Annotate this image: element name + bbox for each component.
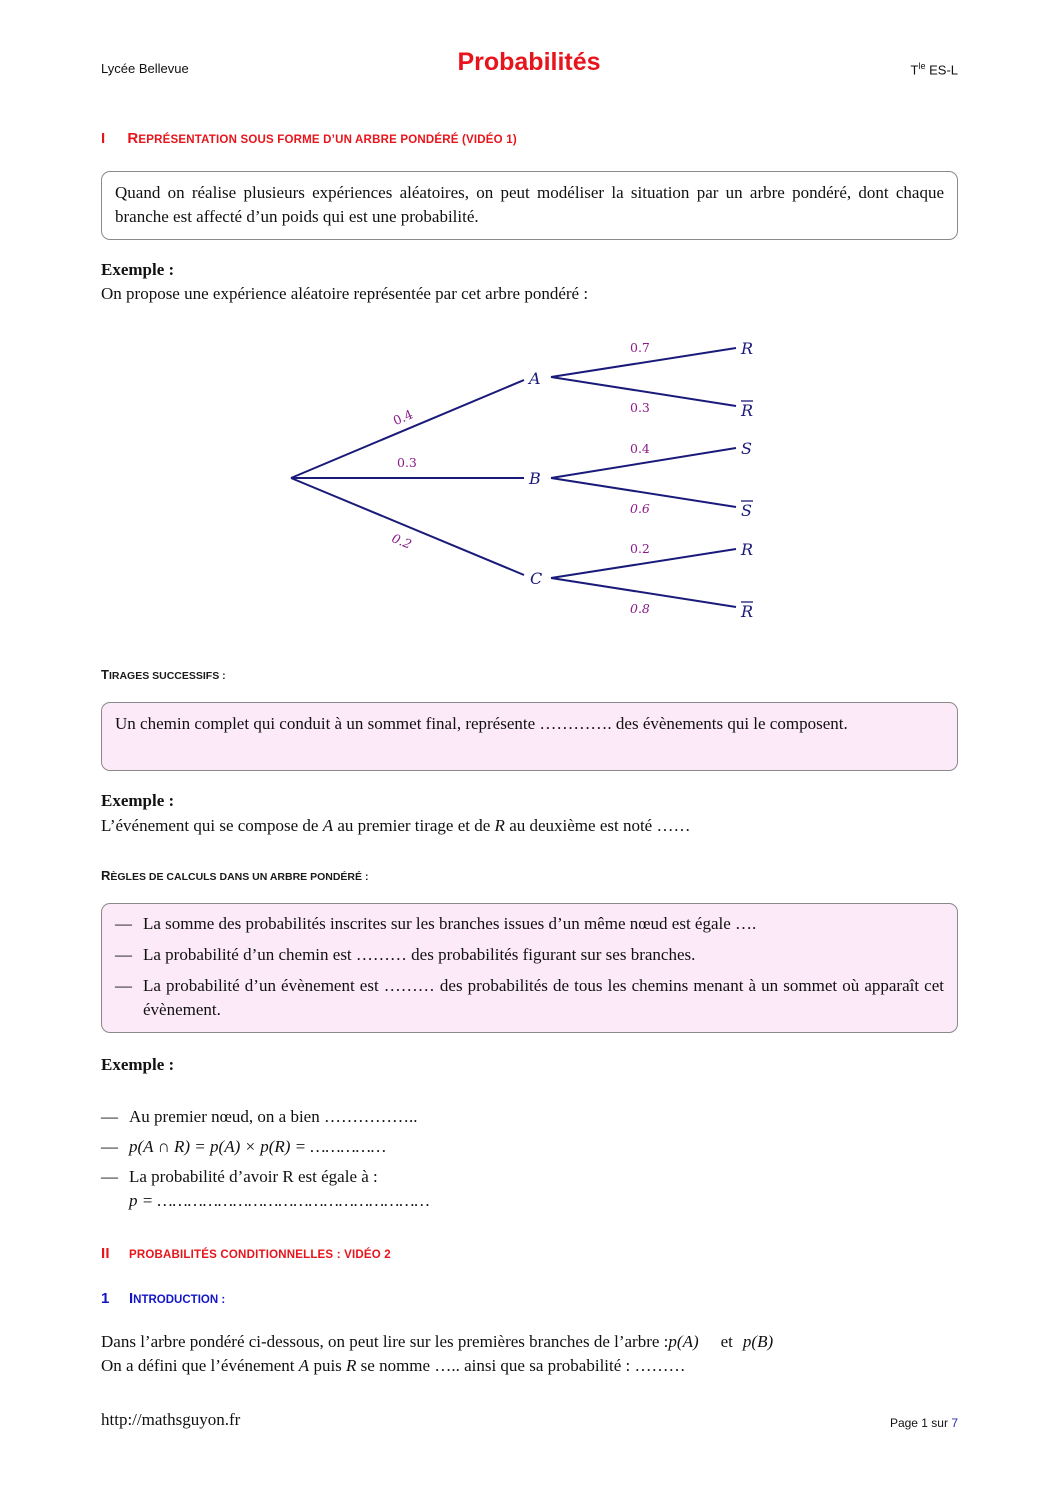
- regles-title: [101, 868, 368, 883]
- subsection-number: 1: [101, 1290, 110, 1307]
- prob-A-Rbar: 0.3: [630, 400, 650, 415]
- section-2-title: [101, 1245, 391, 1262]
- rule-text-3: La probabilité d’un évènement est ……… des probabilités de tous les chemins menant à un sommet où apparaît cet évènement.: [143, 976, 944, 1019]
- intro-pA: p(A): [668, 1332, 699, 1351]
- section-1-title-initial: R: [127, 130, 139, 147]
- subsection-introduction-title: [101, 1290, 225, 1307]
- rule-dash: —: [115, 976, 132, 995]
- footer-url[interactable]: http://mathsguyon.fr: [101, 1410, 241, 1429]
- page-title: Probabilités: [457, 48, 601, 76]
- section-1-number: I: [101, 130, 106, 147]
- complement-bars: [741, 401, 753, 602]
- ex2-mid: au premier tirage et de: [333, 816, 495, 835]
- list-dash: —: [101, 1167, 118, 1186]
- leaf-B-Sbar: S: [741, 501, 752, 520]
- example-text-1: On propose une expérience aléatoire représentée par cet arbre pondéré :: [101, 284, 589, 303]
- regles-box: [101, 903, 958, 1033]
- intro-line-2: [101, 1354, 686, 1378]
- node-A: A: [529, 369, 541, 388]
- example-3-text-2: p(A ∩ R) = p(A) × p(R) = ……………: [129, 1137, 386, 1156]
- leaf-B-S: S: [741, 439, 752, 458]
- intro-A: A: [298, 1356, 310, 1375]
- intro-R: R: [346, 1356, 357, 1375]
- prob-root-B: 0.3: [397, 455, 417, 470]
- definition-text: Quand on réalise plusieurs expériences aléatoires, on peut modéliser la situation par un arbre pondéré, dont chaque branche est affecté d’un poids qui est une probabilité.: [115, 183, 944, 226]
- example-3-item-3-line-2: [101, 1189, 701, 1213]
- page-prefix: Page 1 sur: [889, 1416, 952, 1430]
- leaf-C-R: R: [741, 540, 754, 559]
- node-B: B: [529, 469, 541, 488]
- prob-A-R: 0.7: [630, 340, 650, 355]
- rule-item-1: [115, 912, 944, 936]
- intro-line-2-post: se nomme ….. ainsi que sa probabilité : ………: [356, 1356, 686, 1375]
- tree-branches: [291, 348, 736, 607]
- class-sup: le: [918, 61, 926, 71]
- tirages-title: [101, 667, 226, 682]
- prob-C-R: 0.2: [630, 541, 650, 556]
- footer-page-number: [890, 1416, 958, 1430]
- tirages-box-text: Un chemin complet qui conduit à un sommet final, représente …………. des évènements qui le composent.: [115, 714, 848, 733]
- prob-root-C: 0.2: [389, 530, 414, 552]
- section-1-title-end: IDÉO 1): [473, 134, 517, 146]
- section-2-number: II: [101, 1245, 110, 1262]
- rule-dash: —: [115, 914, 132, 933]
- section-1-title-rest: EPRÉSENTATION SOUS FORME D’UN ARBRE PONDÉRÉ (V: [138, 134, 474, 146]
- example-3-item-2: [101, 1135, 701, 1159]
- tirages-title-rest: IRAGES SUCCESSIFS :: [108, 670, 226, 682]
- prob-C-Rbar: 0.8: [630, 601, 650, 616]
- example-3-text-3: La probabilité d’avoir R est égale à :: [129, 1167, 378, 1186]
- subsection-title-rest: NTRODUCTION :: [133, 1294, 226, 1306]
- intro-line-1-text: Dans l’arbre pondéré ci-dessous, on peut lire sur les premières branches de l’arbre :: [101, 1332, 669, 1351]
- list-dash: —: [101, 1107, 118, 1126]
- branch-root-C: [291, 478, 524, 575]
- class-rest: ES-L: [925, 62, 958, 78]
- example-label-1: Exemple :: [101, 260, 175, 279]
- intro-line-2-mid: puis: [309, 1356, 347, 1375]
- example-label-3: Exemple :: [101, 1055, 175, 1074]
- prob-B-S: 0.4: [630, 441, 650, 456]
- intro-et: et: [720, 1332, 733, 1351]
- intro-line-1: [101, 1330, 773, 1354]
- rule-item-3: [115, 974, 944, 1022]
- leaf-C-Rbar: R: [741, 602, 754, 621]
- regles-title-initial: R: [101, 868, 111, 883]
- class-main: T: [910, 62, 919, 78]
- ex2-pre: L’événement qui se compose de: [101, 816, 323, 835]
- tirages-title-initial: T: [101, 667, 109, 682]
- leaf-A-R: R: [741, 339, 754, 358]
- header-school: Lycée Bellevue: [101, 61, 189, 76]
- example-text-2: [101, 814, 690, 838]
- rule-text-1: La somme des probabilités inscrites sur les branches issues d’un même nœud est égale ….: [143, 914, 757, 933]
- prob-B-Sbar: 0.6: [630, 501, 650, 516]
- list-dash: —: [101, 1137, 118, 1156]
- intro-pB: p(B): [742, 1332, 774, 1351]
- rule-dash: —: [115, 945, 132, 964]
- subsection-title-initial: I: [129, 1290, 134, 1307]
- section-2-title-main: PROBABILITÉS CONDITIONNELLES : V: [129, 1249, 352, 1261]
- tirages-box: [101, 702, 958, 771]
- regles-title-rest: ÈGLES DE CALCULS DANS UN ARBRE PONDÉRÉ :: [110, 871, 369, 883]
- leaf-A-Rbar: R: [741, 401, 754, 420]
- page-total-link[interactable]: 7: [951, 1416, 958, 1430]
- node-C: C: [530, 569, 543, 588]
- example-3-text-4: p = ………………………………………………: [129, 1191, 430, 1210]
- probability-tree: [0, 0, 1058, 640]
- section-2-title-end: IDÉO 2: [352, 1249, 391, 1261]
- example-3-item-3: [101, 1165, 701, 1189]
- ex2-R: R: [494, 816, 505, 835]
- example-3-list: [101, 1105, 701, 1213]
- example-3-text-1: Au premier nœud, on a bien ……………..: [129, 1107, 418, 1126]
- ex2-post: au deuxième est noté ……: [504, 816, 691, 835]
- rule-item-2: [115, 943, 944, 967]
- rule-text-2: La probabilité d’un chemin est ……… des probabilités figurant sur ses branches.: [143, 945, 696, 964]
- intro-line-2-pre: On a défini que l’événement: [101, 1356, 299, 1375]
- example-3-item-1: [101, 1105, 701, 1129]
- example-label-2: Exemple :: [101, 791, 175, 810]
- ex2-A: A: [322, 816, 334, 835]
- prob-root-A: 0.4: [390, 406, 415, 429]
